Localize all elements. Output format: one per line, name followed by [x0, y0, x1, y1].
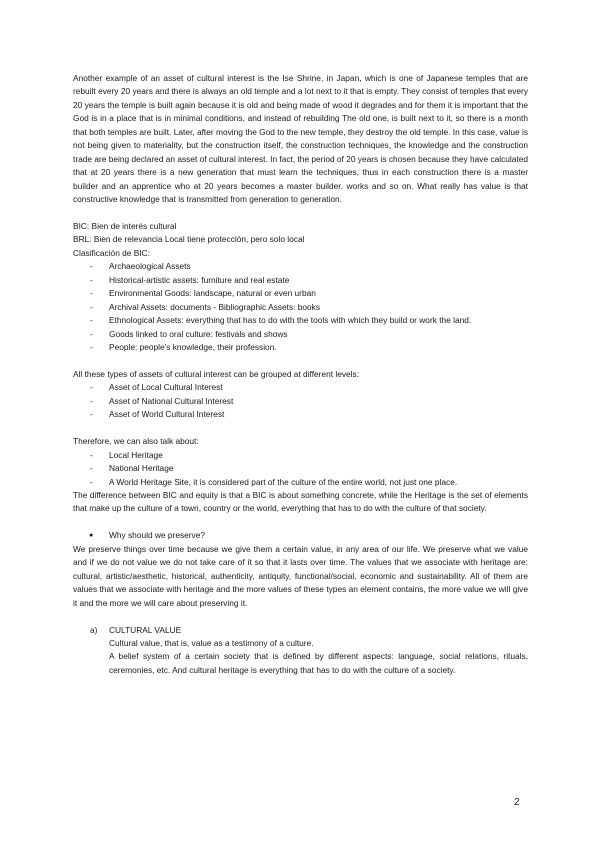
classification-heading: Clasificación de BIC: [73, 247, 150, 258]
heritage-intro: Therefore, we can also talk about: [73, 436, 199, 447]
heritage-list [73, 449, 528, 489]
list-item: - Asset of World Cultural Interest [73, 408, 528, 421]
cultural-value-line1: Cultural value, that is, value as a testimony of a culture. [109, 637, 314, 648]
list-item: - Historical-artistic assets: furniture and real estate [73, 274, 528, 287]
list-item: - Ethnological Assets: everything that has to do with the tools with which they build or work the land. [73, 314, 528, 327]
spacer [73, 516, 528, 529]
cultural-value-line2: A belief system of a certain society that is defined by different aspects: language, social relations, rituals, ceremonies, etc. And cultural heritage is everything that has to do with the culture of a society. [109, 651, 528, 675]
levels-intro: All these types of assets of cultural interest can be grouped at different levels: [73, 368, 360, 379]
list-item: - Archaeological Assets [73, 260, 528, 273]
list-item: - Goods linked to oral culture: festivals and shows [73, 328, 528, 341]
list-item: - A World Heritage Site, it is considered part of the culture of the entire world, not just one place. [73, 476, 528, 489]
list-item: - Archival Assets: documents - Bibliographic Assets: books [73, 301, 528, 314]
spacer [73, 610, 528, 623]
why-preserve-paragraph: We preserve things over time because we give them a certain value, in any area of our life. We preserve what we value and if we do not value we do not take care of it so that it lasts over time. The values that we associate with heritage are: cultural, artistic/aesthetic, historical, authenticity, antiquity, functional/social, economic and sustainability. All of them are values that we associate with heritage and the more values of these types an element contains, the more value we will give it and the more we will care about preserving it. [73, 543, 528, 608]
list-item: - Asset of Local Cultural Interest [73, 381, 528, 394]
list-item: - People: people's knowledge, their profession. [73, 341, 528, 354]
spacer [73, 207, 528, 220]
bic-classification-list [73, 260, 528, 354]
levels-list [73, 381, 528, 421]
bic-definition: BIC: Bien de interés cultural [73, 220, 177, 231]
intro-paragraph: Another example of an asset of cultural interest is the Ise Shrine, in Japan, which is one of Japanese temples that are rebuilt every 20 years and there is always an old temple and a lot next to it that is empty. They consist of temples that every 20 years the temple is built again because it is old and being made of wood it degrades and for them it is important that the God is in a place that is in minimal conditions, and instead of rebuilding The old one, is built next to it, so there is a month that both temples are built. Later, after moving the God to the new temple, they destroy the old temple. In this case, value is not being given to materiality, but the construction itself, the construction techniques, the knowledge and the construction trade are being declared an asset of cultural interest. In fact, the period of 20 years is chosen because they have calculated that at 20 years there is a new generation that must learn the techniques, thus in each construction there is a master builder and an apprentice who at 20 years becomes a master builder. works and so on. What really has value is that constructive knowledge that is transmitted from generation to generation. [73, 73, 529, 205]
list-item: - National Heritage [73, 462, 528, 475]
spacer [73, 355, 528, 368]
list-item: - Local Heritage [73, 449, 528, 462]
why-preserve-heading [73, 529, 528, 542]
bic-vs-heritage-paragraph: The difference between BIC and equity is that a BIC is about something concrete, while the Heritage is the set of elements that make up the culture of a town, country or the world, everything that has to do with the culture of that society. [73, 490, 528, 514]
cultural-value-heading-text: CULTURAL VALUE [109, 624, 182, 635]
why-preserve-heading-text: Why should we preserve? [109, 530, 205, 541]
document-page [73, 72, 528, 677]
brl-definition: BRL: Bien de relevancia Local tiene protección, pero solo local [73, 234, 305, 245]
list-item: - Environmental Goods: landscape, natural or even urban [73, 287, 528, 300]
page-number: 2 [514, 797, 520, 808]
section-marker: a) [90, 624, 98, 635]
cultural-value-heading [73, 624, 528, 637]
bullet-icon: ● [89, 532, 94, 540]
spacer [73, 422, 528, 435]
list-item: - Asset of National Cultural Interest [73, 395, 528, 408]
